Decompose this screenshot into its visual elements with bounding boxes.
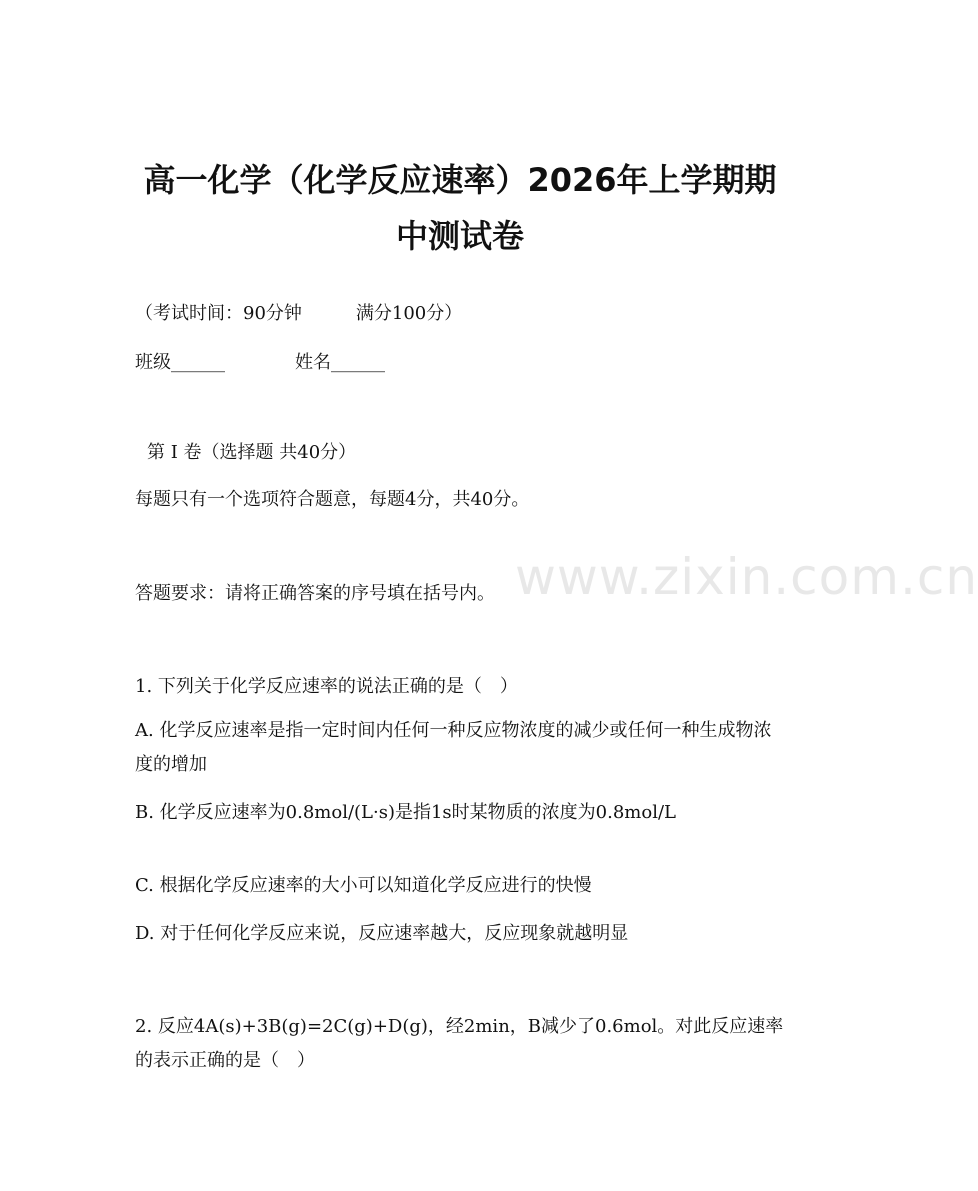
question-1-stem: 1. 下列关于化学反应速率的说法正确的是（ ） xyxy=(135,676,518,697)
exam-info: （考试时间：90分钟 满分100分） xyxy=(135,303,463,324)
title-line-1: 高一化学（化学反应速率）2026年上学期期 xyxy=(143,161,777,199)
question-2-stem: 2. 反应4A(s)+3B(g)=2C(g)+D(g)，经2min，B减少了0.6mol。对此反应速率的表示正确的是（ ） xyxy=(135,1016,784,1071)
name-label: 姓名______ xyxy=(295,352,385,373)
watermark: www.zixin.com.cn xyxy=(515,548,978,606)
question-1-option-b: B. 化学反应速率为0.8mol/(L·s)是指1s时某物质的浓度为0.8mol/L xyxy=(135,802,676,823)
question-1-option-c: C. 根据化学反应速率的大小可以知道化学反应进行的快慢 xyxy=(135,875,592,896)
question-1-option-a: A. 化学反应速率是指一定时间内任何一种反应物浓度的减少或任何一种生成物浓度的增加 xyxy=(135,720,772,775)
section-instruction: 每题只有一个选项符合题意，每题4分，共40分。 xyxy=(135,489,530,510)
answer-requirement: 答题要求：请将正确答案的序号填在括号内。 xyxy=(135,583,495,604)
exam-title xyxy=(100,152,820,264)
section-title: 第 I 卷（选择题 共40分） xyxy=(147,442,357,463)
class-label: 班级______ xyxy=(135,352,225,373)
title-line-2: 中测试卷 xyxy=(395,217,524,255)
question-1-option-d: D. 对于任何化学反应来说，反应速率越大，反应现象就越明显 xyxy=(135,923,629,944)
